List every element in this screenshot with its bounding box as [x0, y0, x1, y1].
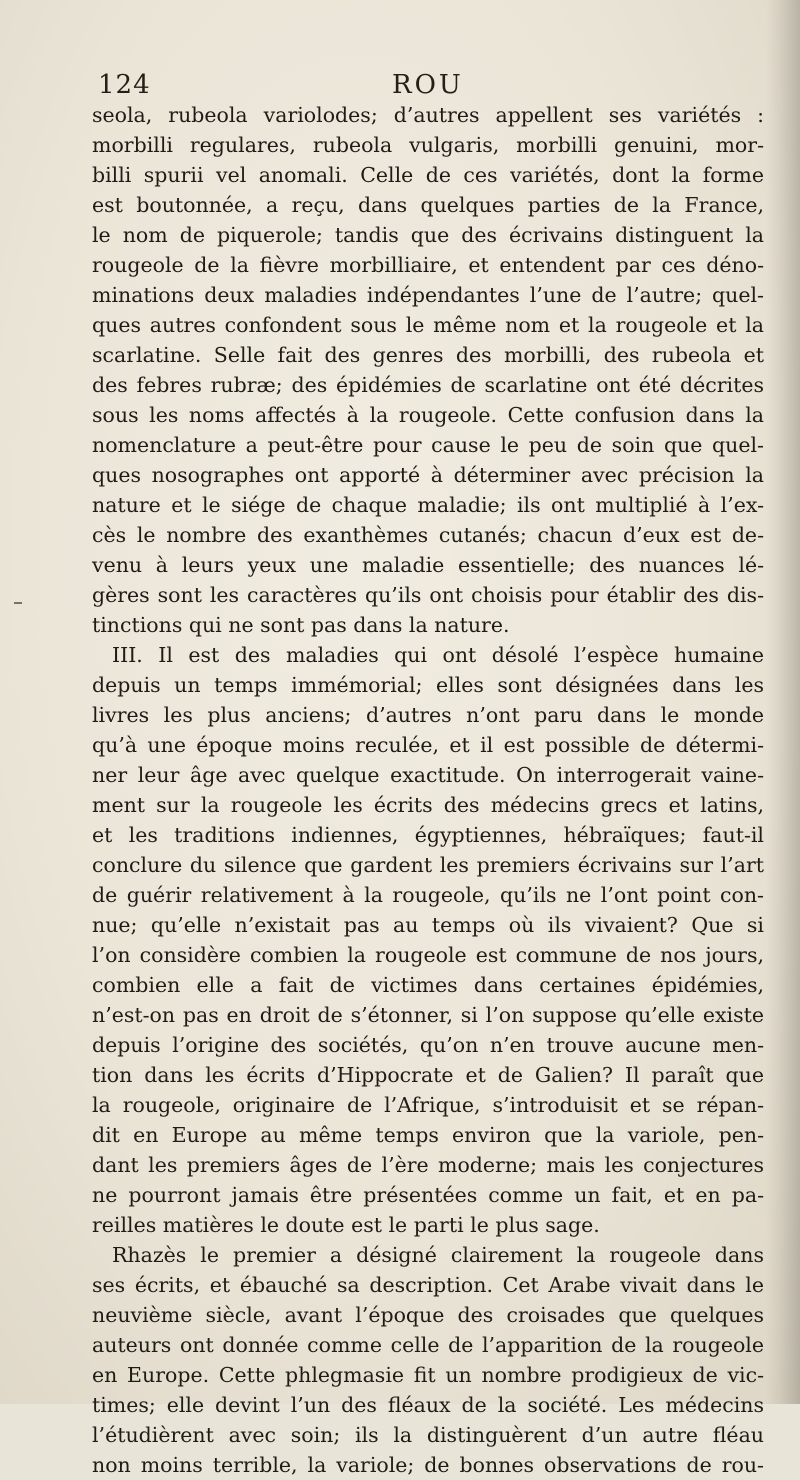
- text-line: tinctions qui ne sont pas dans la nature.: [92, 613, 510, 637]
- body-text: [92, 100, 764, 1480]
- text-line: nue; qu’elle n’existait pas au temps où ils vivaient? Que si: [92, 913, 764, 937]
- text-line: neuvième siècle, avant l’époque des croisades que quelques: [92, 1303, 764, 1327]
- text-line: depuis un temps immémorial; elles sont désignées dans les: [92, 673, 764, 697]
- text-line: l’étudièrent avec soin; ils la distinguèrent d’un autre fléau: [92, 1423, 764, 1447]
- text-line: cès le nombre des exanthèmes cutanés; chacun d’eux est de-: [92, 523, 764, 547]
- text-line: dant les premiers âges de l’ère moderne; mais les conjectures: [92, 1153, 764, 1177]
- text-line: gères sont les caractères qu’ils ont choisis pour établir des dis-: [92, 583, 764, 607]
- text-line: seola, rubeola variolodes; d’autres appellent ses variétés :: [92, 103, 764, 127]
- show-through-text: [100, 1320, 740, 1340]
- text-line: l’on considère combien la rougeole est commune de nos jours,: [92, 943, 764, 967]
- text-line: times; elle devint l’un des fléaux de la société. Les médecins: [92, 1393, 764, 1417]
- text-line: ment sur la rougeole les écrits des médecins grecs et latins,: [92, 793, 764, 817]
- text-line: qu’à une époque moins reculée, et il est possible de détermi-: [92, 733, 764, 757]
- text-line: auteurs ont donnée comme celle de l’apparition de la rougeole: [92, 1333, 764, 1357]
- text-line: de guérir relativement à la rougeole, qu’ils ne l’ont point con-: [92, 883, 764, 907]
- text-line: des febres rubræ; des épidémies de scarlatine ont été décrites: [92, 373, 764, 397]
- text-line: scarlatine. Selle fait des genres des morbilli, des rubeola et: [92, 343, 764, 367]
- text-line: ne pourront jamais être présentées comme un fait, et en pa-: [92, 1183, 764, 1207]
- text-line: livres les plus anciens; d’autres n’ont paru dans le monde: [92, 703, 764, 727]
- text-line: billi spurii vel anomali. Celle de ces variétés, dont la forme: [92, 163, 764, 187]
- text-line: depuis l’origine des sociétés, qu’on n’en trouve aucune men-: [92, 1033, 764, 1057]
- page-number: 124: [98, 70, 151, 100]
- text-line: ses écrits, et ébauché sa description. Cet Arabe vivait dans le: [92, 1273, 764, 1297]
- text-line: ques nosographes ont apporté à déterminer avec précision la: [92, 463, 764, 487]
- text-line: morbilli regulares, rubeola vulgaris, morbilli genuini, mor-: [92, 133, 764, 157]
- text-line: nomenclature a peut-être pour cause le peu de soin que quel-: [92, 433, 764, 457]
- text-line: ques autres confondent sous le même nom et la rougeole et la: [92, 313, 764, 337]
- running-head: ROU: [392, 70, 464, 100]
- spine-shadow: [766, 0, 800, 1404]
- text-line: rougeole de la fièvre morbilliaire, et entendent par ces déno-: [92, 253, 764, 277]
- text-line: en Europe. Cette phlegmasie fit un nombre prodigieux de vic-: [92, 1363, 764, 1387]
- text-line: dit en Europe au même temps environ que la variole, pen-: [92, 1123, 764, 1147]
- text-line: sous les noms affectés à la rougeole. Cette confusion dans la: [92, 403, 764, 427]
- text-line: la rougeole, originaire de l’Afrique, s’introduisit et se répan-: [92, 1093, 764, 1117]
- text-line: tion dans les écrits d’Hippocrate et de Galien? Il paraît que: [92, 1063, 764, 1087]
- text-line: nature et le siége de chaque maladie; ils ont multiplié à l’ex-: [92, 493, 764, 517]
- text-line: conclure du silence que gardent les premiers écrivains sur l’art: [92, 853, 764, 877]
- text-line: combien elle a fait de victimes dans certaines épidémies,: [92, 973, 764, 997]
- section-heading-line: III. Il est des maladies qui ont désolé l’espèce humaine: [112, 643, 764, 667]
- text-line: minations deux maladies indépendantes l’une de l’autre; quel-: [92, 283, 764, 307]
- margin-mark: [14, 602, 22, 604]
- text-line: ner leur âge avec quelque exactitude. On interrogerait vaine-: [92, 763, 764, 787]
- text-line: venu à leurs yeux une maladie essentielle; des nuances lé-: [92, 553, 764, 577]
- paragraph-start-line: Rhazès le premier a désigné clairement la rougeole dans: [112, 1243, 764, 1267]
- text-line: n’est-on pas en droit de s’étonner, si l’on suppose qu’elle existe: [92, 1003, 764, 1027]
- text-line: et les traditions indiennes, égyptiennes, hébraïques; faut-il: [92, 823, 764, 847]
- text-line: reilles matières le doute est le parti le plus sage.: [92, 1213, 600, 1237]
- text-line: non moins terrible, la variole; de bonnes observations de rou-: [92, 1453, 764, 1477]
- text-line: est boutonnée, a reçu, dans quelques parties de la France,: [92, 193, 764, 217]
- text-line: le nom de piquerole; tandis que des écrivains distinguent la: [92, 223, 764, 247]
